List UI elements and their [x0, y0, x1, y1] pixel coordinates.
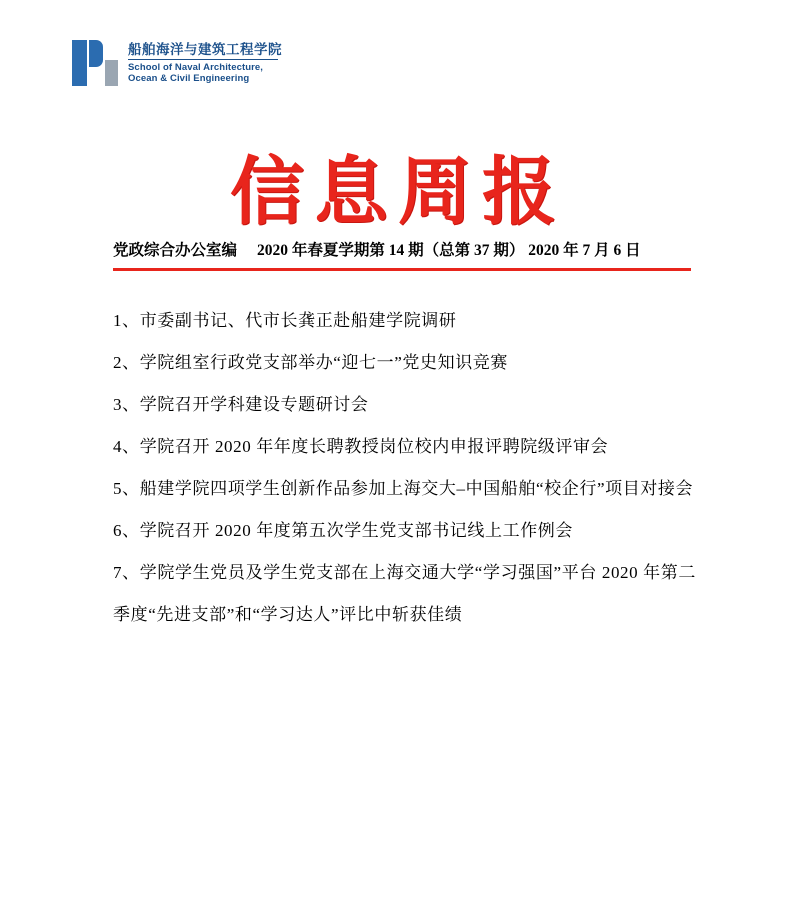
list-item: 7、学院学生党员及学生党支部在上海交通大学“学习强国”平台 2020 年第二季度“先进支部”和“学习达人”评比中斩获佳绩 — [113, 563, 696, 624]
logo-bar-hook — [89, 40, 103, 67]
logo-mark-icon — [72, 40, 118, 86]
logo-divider — [128, 59, 278, 60]
logo-bar-left — [72, 40, 87, 86]
header-divider — [113, 268, 691, 271]
logo-chinese-name: 船舶海洋与建筑工程学院 — [128, 41, 282, 57]
list-item: 6、学院召开 2020 年度第五次学生党支部书记线上工作例会 — [113, 521, 573, 540]
list-item: 1、市委副书记、代市长龚正赴船建学院调研 — [113, 311, 457, 330]
list-item: 2、学院组室行政党支部举办“迎七一”党史知识竞赛 — [113, 353, 508, 372]
contents-list — [113, 300, 696, 636]
logo-english-line2: Ocean & Civil Engineering — [128, 72, 250, 84]
page-title: 信息周报 — [230, 150, 566, 233]
subtitle-row — [113, 238, 691, 260]
list-item: 5、船建学院四项学生创新作品参加上海交大–中国船舶“校企行”项目对接会 — [113, 479, 694, 498]
list-item: 3、学院召开学科建设专题研讨会 — [113, 395, 369, 414]
logo-bar-right — [105, 60, 118, 86]
school-logo — [72, 40, 282, 86]
issue-info: 2020 年春夏学期第 14 期（总第 37 期） 2020 年 7 月 6 日 — [257, 242, 641, 259]
logo-english-line1: School of Naval Architecture, — [128, 61, 264, 73]
logo-text — [128, 42, 282, 84]
issuer-label: 党政综合办公室编 — [113, 242, 238, 259]
list-item: 4、学院召开 2020 年年度长聘教授岗位校内申报评聘院级评审会 — [113, 437, 609, 456]
